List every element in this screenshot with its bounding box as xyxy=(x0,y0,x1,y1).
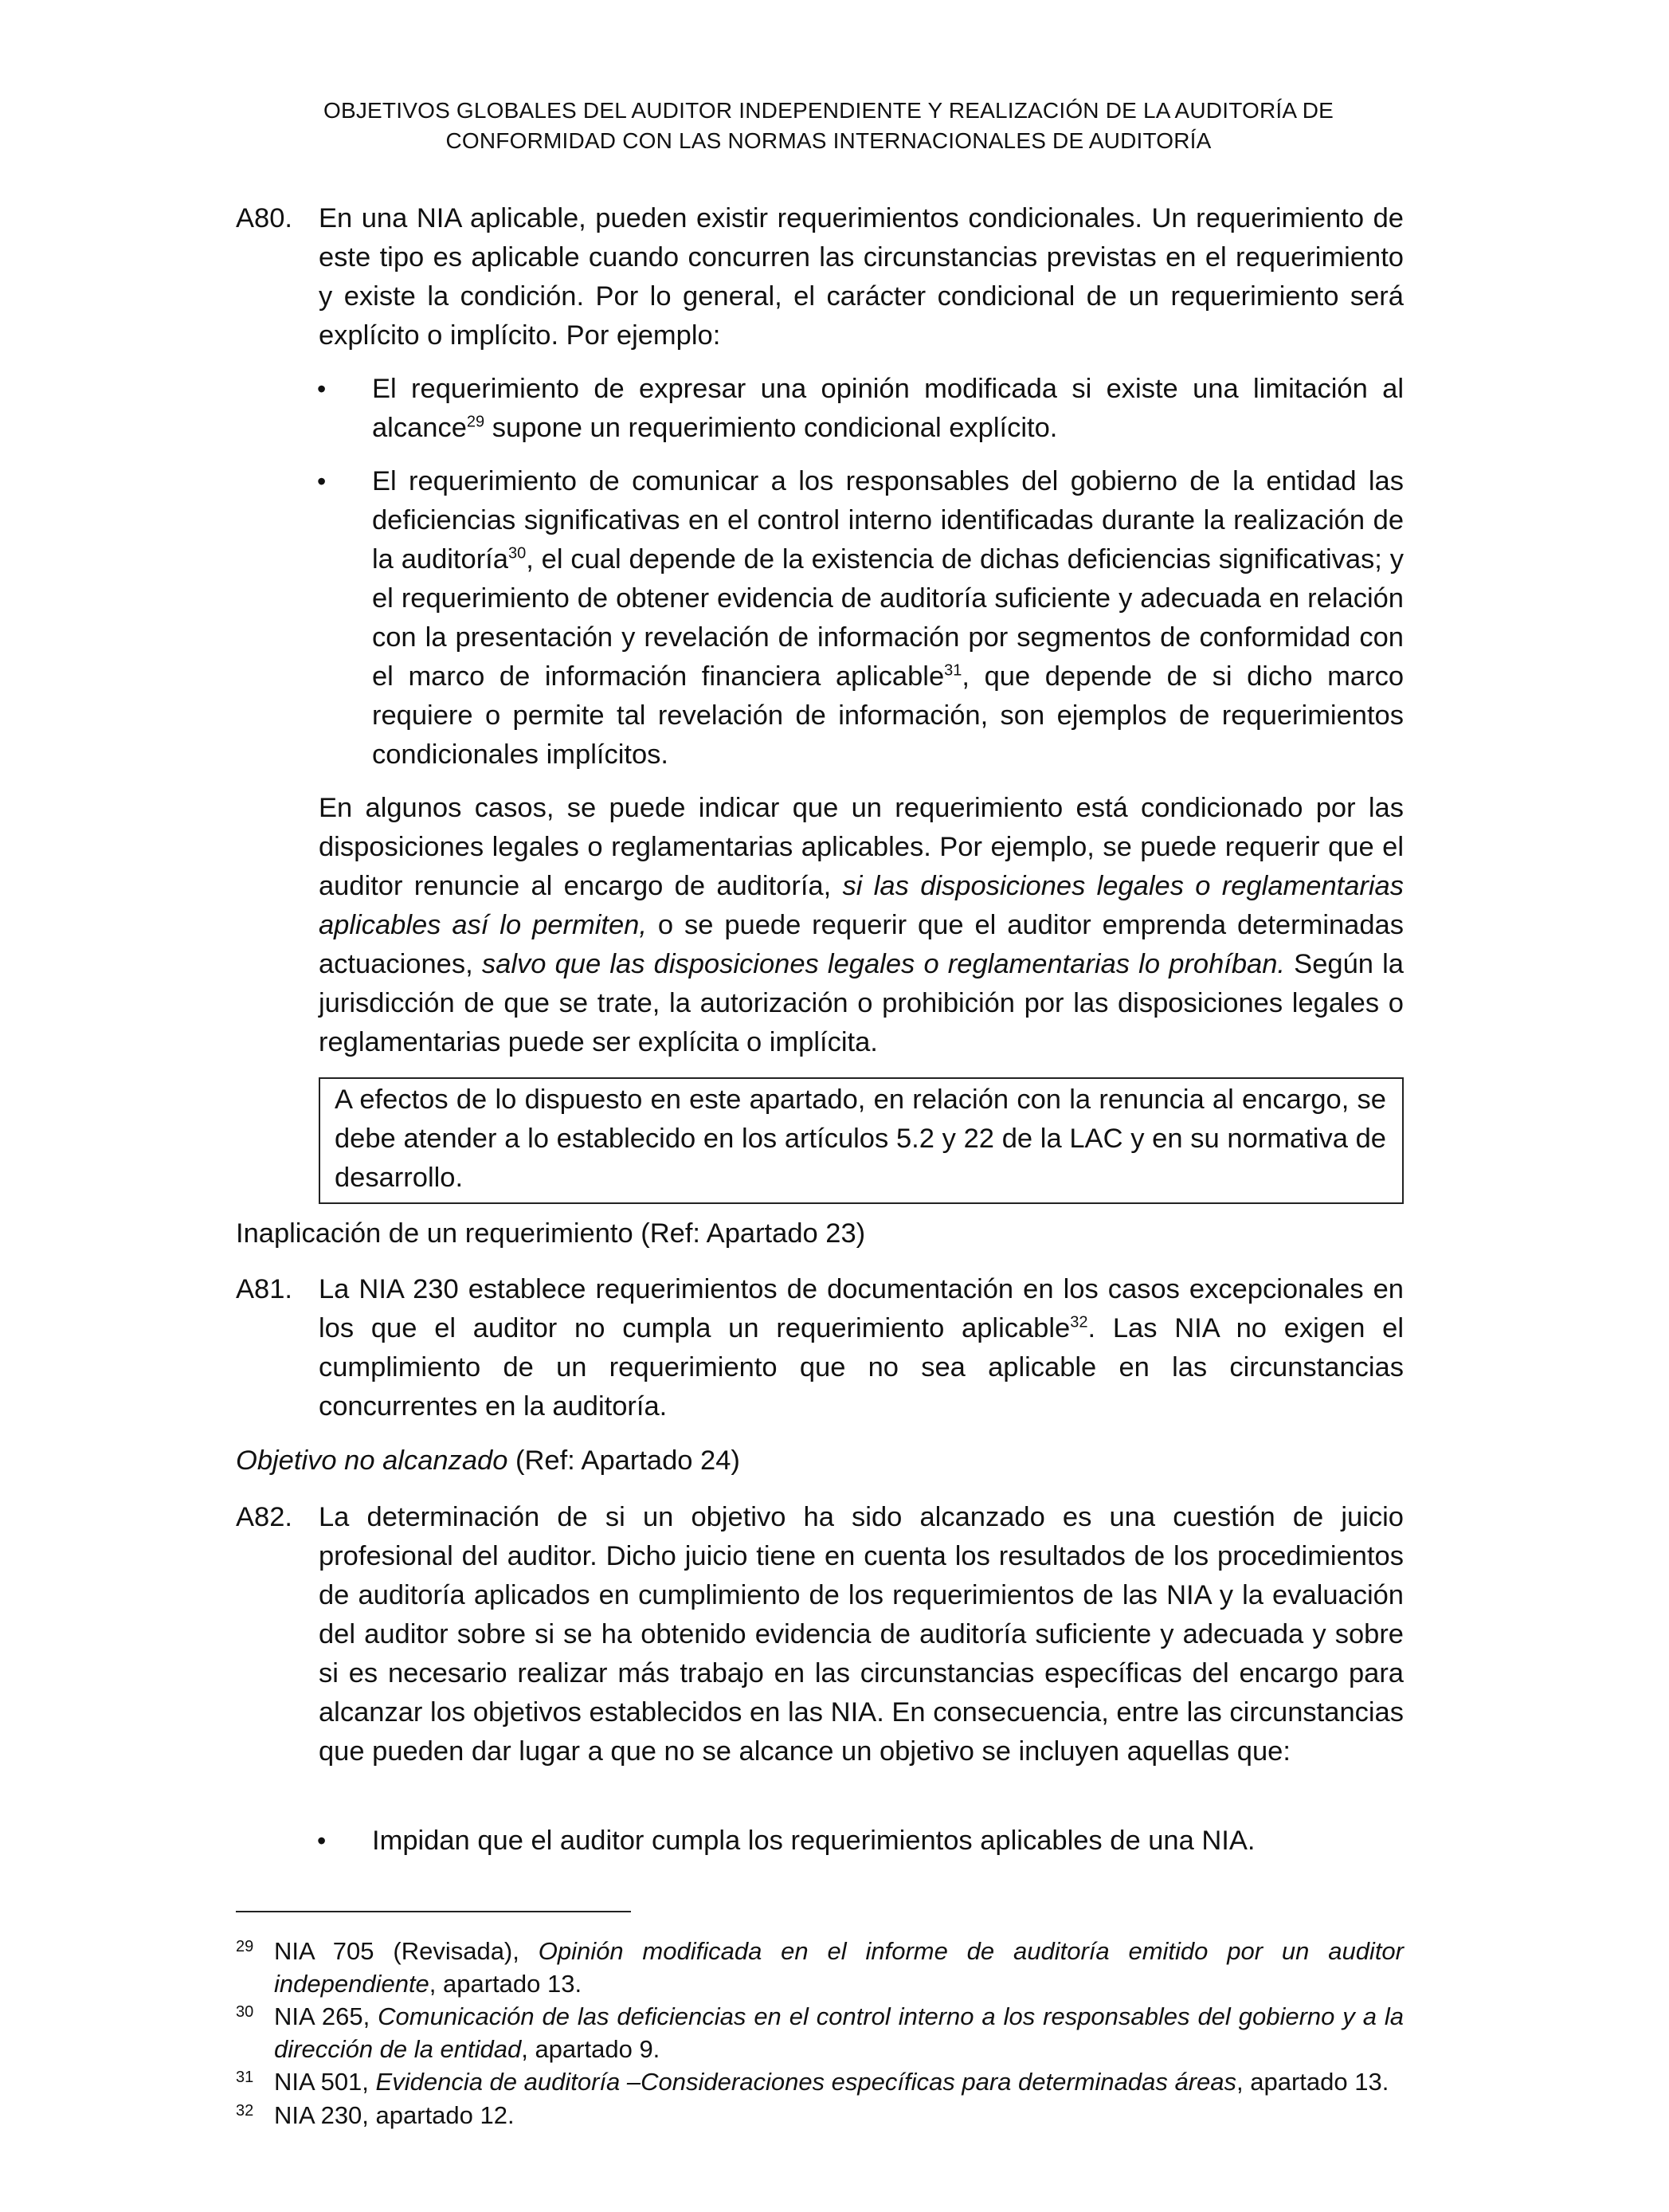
heading-objetivo-italic: Objetivo no alcanzado xyxy=(236,1445,508,1476)
footnote-ref-30[interactable]: 30 xyxy=(507,544,527,563)
paragraph-a82: La determinación de si un objetivo ha sido alcanzado es una cuestión de juicio profesional del auditor. Dicho juicio tiene en cuenta los resultados de los procedimientos de auditoría aplicados en cumplimiento de los requerimientos de las NIA y la evaluación del auditor sobre si se ha obtenido evidencia de auditoría suficiente y adecuada y sobre si es necesario realizar más trabajo en las circunstancias específicas del encargo para alcanzar los objetivos establecidos en las NIA. En consecuencia, entre las circunstancias que pueden dar lugar a que no se alcance un objetivo se incluyen aquellas que: xyxy=(319,1502,1404,1767)
footnote-32 xyxy=(274,2099,1404,2132)
footnote-number-32: 32 xyxy=(236,2102,254,2120)
footnote-ref-32[interactable]: 32 xyxy=(1070,1313,1088,1332)
header-line-1: OBJETIVOS GLOBALES DEL AUDITOR INDEPENDIENTE Y REALIZACIÓN DE LA AUDITORÍA DE xyxy=(323,98,1334,123)
a80-bullet-1 xyxy=(372,370,1404,448)
a81-text-a: La NIA 230 establece requerimientos de documentación en los casos excepcionales en los que el auditor no cumpla un requerimiento aplicable xyxy=(319,1274,1404,1343)
a80-bullet-2-text-a: El requerimiento de comunicar a los responsables del gobierno de la entidad las deficiencias significativas en el control interno identificadas durante la realización de la auditoría xyxy=(372,466,1404,575)
bullet-marker: • xyxy=(317,1826,327,1855)
footnote-29 xyxy=(274,1935,1404,2000)
footnote-number-31: 31 xyxy=(236,2069,254,2086)
paragraph-a81 xyxy=(319,1270,1404,1426)
a80-bullet-1-text-a: El requerimiento de expresar una opinión modificada si existe una limitación al alcance xyxy=(372,374,1404,443)
a80-p2-text-2: o se puede requerir que el auditor emprenda determinadas actuaciones, xyxy=(319,910,1404,979)
a81-text-b: . Las NIA no exigen el cumplimiento de un requerimiento que no sea aplicable en las circunstancias concurrentes en la auditoría. xyxy=(319,1313,1404,1422)
footnote-31-post: , apartado 13. xyxy=(1236,2068,1389,2096)
footnote-31-pre: NIA 501, xyxy=(274,2068,376,2096)
footnote-separator xyxy=(236,1911,631,1912)
page-header xyxy=(239,96,1418,156)
footnote-32-pre: NIA 230, apartado 12. xyxy=(274,2101,515,2129)
header-line-2: CONFORMIDAD CON LAS NORMAS INTERNACIONALES DE AUDITORÍA xyxy=(445,128,1212,153)
footnote-ref-31[interactable]: 31 xyxy=(944,661,962,680)
footnote-30-pre: NIA 265, xyxy=(274,2002,378,2030)
footnote-30 xyxy=(274,2000,1404,2065)
national-note-box: A efectos de lo dispuesto en este apartado, en relación con la renuncia al encargo, se debe atender a lo establecido en los artículos 5.2 y 22 de la LAC y en su normativa de desarrollo. xyxy=(319,1077,1404,1204)
footnote-number-29: 29 xyxy=(236,1938,254,1955)
a80-bullet-2-text-b: , el cual depende de la existencia de dichas deficiencias significativas; y el requerimiento de obtener evidencia de auditoría suficiente y adecuada en relación con la presentación y revelación de información por segmentos de conformidad con el marco de información financiera aplicable xyxy=(372,544,1404,692)
footnote-31-title: Evidencia de auditoría –Consideraciones específicas para determinadas áreas xyxy=(375,2068,1237,2096)
footnote-30-post: , apartado 9. xyxy=(521,2035,660,2063)
a80-bullet-1-text-b: supone un requerimiento condicional explícito. xyxy=(484,413,1058,443)
section-heading-inaplicacion: Inaplicación de un requerimiento (Ref: Apartado 23) xyxy=(236,1218,866,1249)
a80-bullet-2-text-c: , que depende de si dicho marco requiere o permite tal revelación de información, son ejemplos de requerimientos condicionales implícitos. xyxy=(372,661,1405,770)
footnote-29-title: Opinión modificada en el informe de auditoría emitido por un auditor independiente xyxy=(274,1937,1404,1998)
footnote-31 xyxy=(274,2065,1404,2098)
a80-bullet-2 xyxy=(372,462,1404,775)
footnote-number-30: 30 xyxy=(236,2003,254,2021)
a80-paragraph-2 xyxy=(319,789,1404,1062)
paragraph-a80: En una NIA aplicable, pueden existir requerimientos condicionales. Un requerimiento de este tipo es aplicable cuando concurren las circunstancias previstas en el requerimiento y existe la condición. Por lo general, el carácter condicional de un requerimiento será explícito o implícito. Por ejemplo: xyxy=(319,203,1404,351)
bullet-marker: • xyxy=(317,467,327,496)
a80-p2-text-3: Según la jurisdicción de que se trate, la autorización o prohibición por las disposiciones legales o reglamentarias puede ser explícita o implícita. xyxy=(319,949,1404,1057)
a80-p2-text-1: En algunos casos, se puede indicar que un requerimiento está condicionado por las disposiciones legales o reglamentarias aplicables. Por ejemplo, se puede requerir que el auditor renuncie al encargo de auditoría, xyxy=(319,793,1404,901)
bullet-marker: • xyxy=(317,375,327,403)
a80-p2-italic-2: salvo que las disposiciones legales o reglamentarias lo prohíban. xyxy=(481,949,1285,979)
paragraph-label-a80: A80. xyxy=(236,203,292,233)
footnote-29-pre: NIA 705 (Revisada), xyxy=(274,1937,539,1965)
section-heading-objetivo xyxy=(236,1441,740,1481)
footnote-29-post: , apartado 13. xyxy=(429,1970,582,1998)
a80-p2-italic-1: si las disposiciones legales o reglamentarias aplicables así lo permiten, xyxy=(319,871,1404,940)
footnote-30-title: Comunicación de las deficiencias en el control interno a los responsables del gobierno y a la dirección de la entidad xyxy=(274,2002,1404,2063)
paragraph-label-a81: A81. xyxy=(236,1274,292,1304)
footnote-ref-29[interactable]: 29 xyxy=(466,413,485,431)
a82-bullet-1: Impidan que el auditor cumpla los requerimientos aplicables de una NIA. xyxy=(372,1826,1256,1856)
paragraph-label-a82: A82. xyxy=(236,1502,292,1532)
heading-objetivo-ref: (Ref: Apartado 24) xyxy=(507,1445,740,1476)
